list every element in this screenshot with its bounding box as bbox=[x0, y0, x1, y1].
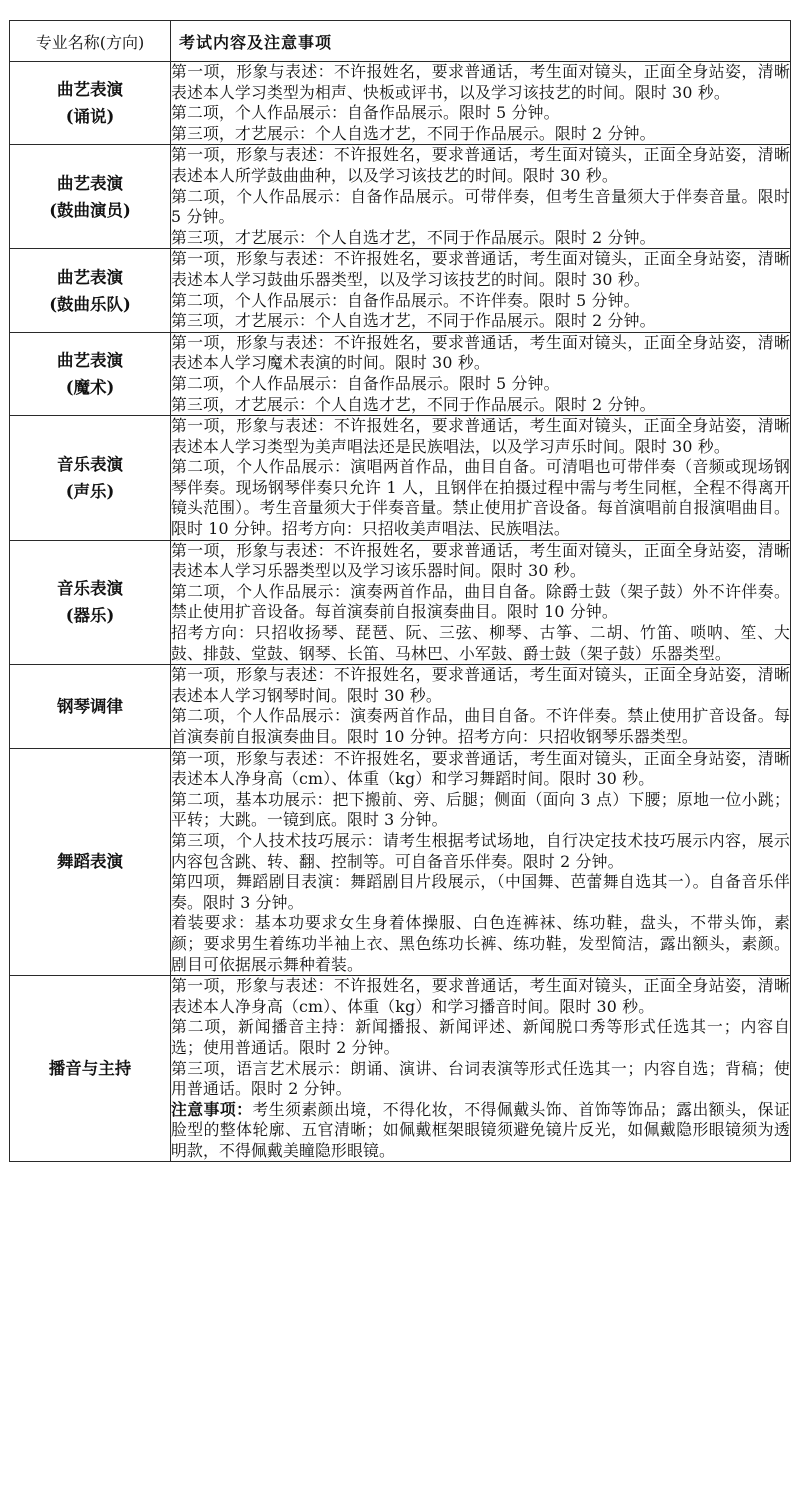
header-major: 专业名称(方向) bbox=[10, 21, 171, 62]
major-name: 音乐表演 bbox=[57, 454, 123, 474]
content-line: 第三项，才艺展示：个人自选才艺，不同于作品展示。限时 2 分钟。 bbox=[171, 227, 656, 247]
major-name: 曲艺表演 bbox=[57, 350, 123, 370]
content-line: 第二项，个人作品展示：自备作品展示。不许伴奏。限时 5 分钟。 bbox=[171, 290, 640, 310]
note-label: 注意事项： bbox=[171, 1099, 253, 1119]
content-line: 第二项，个人作品展示：演唱两首作品，曲目自备。可清唱也可带伴奏（音频或现场钢琴伴奏。现场钢琴伴奏只允许 1 人，且钢伴在拍摄过程中需与考生同框，全程不得离开镜头范围）。考生音量须大于伴奏音量。禁止使用扩音设备。每首演唱前自报演唱曲目。限时 10 分钟。招考方向：只招收美声唱法、民族唱法。 bbox=[171, 457, 790, 539]
content-line: 第二项，新闻播音主持：新闻播报、新闻评述、新闻脱口秀等形式任选其一；内容自选；使用普通话。限时 2 分钟。 bbox=[171, 1017, 790, 1057]
content-line: 第一项，形象与表述：不许报姓名，要求普通话，考生面对镜头，正面全身站姿，清晰表述本人学习类型为相声、快板或评书，以及学习该技艺的时间。限时 30 秒。 bbox=[171, 62, 790, 102]
table-row bbox=[10, 976, 791, 1162]
table-row bbox=[10, 748, 791, 976]
content-line: 第一项，形象与表述：不许报姓名，要求普通话，考生面对镜头，正面全身站姿，清晰表述本人学习魔术表演的时间。限时 30 秒。 bbox=[171, 332, 790, 373]
major-direction: (鼓曲演员) bbox=[49, 200, 131, 220]
major-cell bbox=[10, 748, 171, 976]
major-direction: (诵说) bbox=[65, 107, 115, 127]
content-line: 第二项，个人作品展示：演奏两首作品，曲目自备。不许伴奏。禁止使用扩音设备。每首演奏前自报演奏曲目。限时 10 分钟。招考方向：只招收钢琴乐器类型。 bbox=[171, 706, 790, 746]
table-row bbox=[10, 62, 791, 145]
major-name: 曲艺表演 bbox=[57, 173, 123, 193]
table-row bbox=[10, 416, 791, 541]
content-line: 第四项，舞蹈剧目表演：舞蹈剧目片段展示，（中国舞、芭蕾舞自选其一）。自备音乐伴奏。限时 3 分钟。 bbox=[171, 872, 790, 912]
exam-requirements-table bbox=[9, 20, 791, 1162]
content-line: 第一项，形象与表述：不许报姓名，要求普通话，考生面对镜头，正面全身站姿，清晰表述本人净身高（cm）、体重（kg）和学习舞蹈时间。限时 30 秒。 bbox=[171, 748, 790, 789]
major-name: 舞蹈表演 bbox=[57, 852, 123, 872]
content-line: 第二项，个人作品展示：演奏两首作品，曲目自备。除爵士鼓（架子鼓）外不许伴奏。禁止使用扩音设备。每首演奏前自报演奏曲目。限时 10 分钟。 bbox=[171, 581, 790, 622]
content-line: 第二项，个人作品展示：自备作品展示。限时 5 分钟。 bbox=[171, 373, 560, 393]
major-name: 曲艺表演 bbox=[57, 80, 123, 100]
content-line: 第一项，形象与表述：不许报姓名，要求普通话，考生面对镜头，正面全身站姿，清晰表述本人学习乐器类型以及学习该乐器时间。限时 30 秒。 bbox=[171, 540, 790, 581]
major-name: 钢琴调律 bbox=[57, 696, 123, 716]
table-row bbox=[10, 249, 791, 332]
content-line: 第三项，才艺展示：个人自选才艺，不同于作品展示。限时 2 分钟。 bbox=[171, 311, 656, 331]
major-direction: (声乐) bbox=[65, 481, 115, 501]
content-line: 招考方向：只招收扬琴、琵琶、阮、三弦、柳琴、古筝、二胡、竹笛、唢呐、笙、大鼓、排鼓、堂鼓、钢琴、长笛、马林巴、小军鼓、爵士鼓（架子鼓）乐器类型。 bbox=[171, 623, 790, 663]
content-line: 第一项，形象与表述：不许报姓名，要求普通话，考生面对镜头，正面全身站姿，清晰表述本人学习钢琴时间。限时 30 秒。 bbox=[171, 665, 790, 705]
content-line: 着装要求：基本功要求女生身着体操服、白色连裤袜、练功鞋，盘头，不带头饰，素颜；要求男生着练功半袖上衣、黑色练功长裤、练功鞋，发型简洁，露出额头，素颜。剧目可依据展示舞种着装。 bbox=[171, 913, 790, 974]
major-direction: (魔术) bbox=[65, 377, 115, 397]
content-cell bbox=[171, 145, 791, 249]
header-content: 考试内容及注意事项 bbox=[171, 21, 791, 62]
major-cell bbox=[10, 249, 171, 332]
content-cell bbox=[171, 540, 791, 665]
content-cell bbox=[171, 665, 791, 748]
major-cell bbox=[10, 976, 171, 1162]
content-line: 第一项，形象与表述：不许报姓名，要求普通话，考生面对镜头，正面全身站姿，清晰表述本人所学鼓曲曲种，以及学习该技艺的时间。限时 30 秒。 bbox=[171, 145, 790, 185]
table-row bbox=[10, 665, 791, 748]
content-cell bbox=[171, 62, 791, 145]
content-line: 第三项，才艺展示：个人自选才艺，不同于作品展示。限时 2 分钟。 bbox=[171, 123, 656, 143]
content-cell bbox=[171, 748, 791, 976]
content-line: 第一项，形象与表述：不许报姓名，要求普通话，考生面对镜头，正面全身站姿，清晰表述本人学习鼓曲乐器类型，以及学习该技艺的时间。限时 30 秒。 bbox=[171, 249, 790, 289]
content-line: 第一项，形象与表述：不许报姓名，要求普通话，考生面对镜头，正面全身站姿，清晰表述本人学习类型为美声唱法还是民族唱法，以及学习声乐时间。限时 30 秒。 bbox=[171, 416, 790, 456]
table-row bbox=[10, 540, 791, 665]
major-cell bbox=[10, 665, 171, 748]
major-cell bbox=[10, 62, 171, 145]
content-line bbox=[171, 1100, 790, 1162]
table-header-row bbox=[10, 21, 791, 62]
content-cell bbox=[171, 416, 791, 541]
major-cell bbox=[10, 332, 171, 415]
major-name: 音乐表演 bbox=[57, 579, 123, 599]
content-line: 第二项，基本功展示：把下搬前、旁、后腿；侧面（面向 3 点）下腰；原地一位小跳；平转；大跳。一镜到底。限时 3 分钟。 bbox=[171, 789, 790, 830]
content-line: 第三项，才艺展示：个人自选才艺，不同于作品展示。限时 2 分钟。 bbox=[171, 394, 656, 414]
content-line: 第二项，个人作品展示：自备作品展示。限时 5 分钟。 bbox=[171, 103, 560, 123]
content-line: 第三项，个人技术技巧展示：请考生根据考试场地，自行决定技术技巧展示内容，展示内容包含跳、转、翻、控制等。可自备音乐伴奏。限时 2 分钟。 bbox=[171, 830, 790, 871]
major-name: 播音与主持 bbox=[48, 1059, 132, 1079]
content-line: 第三项，语言艺术展示：朗诵、演讲、台词表演等形式任选其一；内容自选；背稿；使用普通话。限时 2 分钟。 bbox=[171, 1058, 790, 1099]
content-cell bbox=[171, 249, 791, 332]
major-name: 曲艺表演 bbox=[57, 267, 123, 287]
content-line: 第二项，个人作品展示：自备作品展示。可带伴奏，但考生音量须大于伴奏音量。限时 5 分钟。 bbox=[171, 186, 790, 227]
table-row bbox=[10, 332, 791, 415]
major-direction: (器乐) bbox=[65, 606, 115, 626]
content-line: 第一项，形象与表述：不许报姓名，要求普通话，考生面对镜头，正面全身站姿，清晰表述本人净身高（cm）、体重（kg）和学习播音时间。限时 30 秒。 bbox=[171, 976, 790, 1016]
note-text: 考生须素颜出境，不得化妆，不得佩戴头饰、首饰等饰品；露出额头，保证脸型的整体轮廓、五官清晰；如佩戴框架眼镜须避免镜片反光，如佩戴隐形眼镜须为透明款，不得佩戴美瞳隐形眼镜。 bbox=[171, 1099, 790, 1160]
content-cell bbox=[171, 976, 791, 1162]
table-row bbox=[10, 145, 791, 249]
major-cell bbox=[10, 540, 171, 665]
major-direction: (鼓曲乐队) bbox=[49, 294, 131, 314]
major-cell bbox=[10, 145, 171, 249]
major-cell bbox=[10, 416, 171, 541]
content-cell bbox=[171, 332, 791, 415]
